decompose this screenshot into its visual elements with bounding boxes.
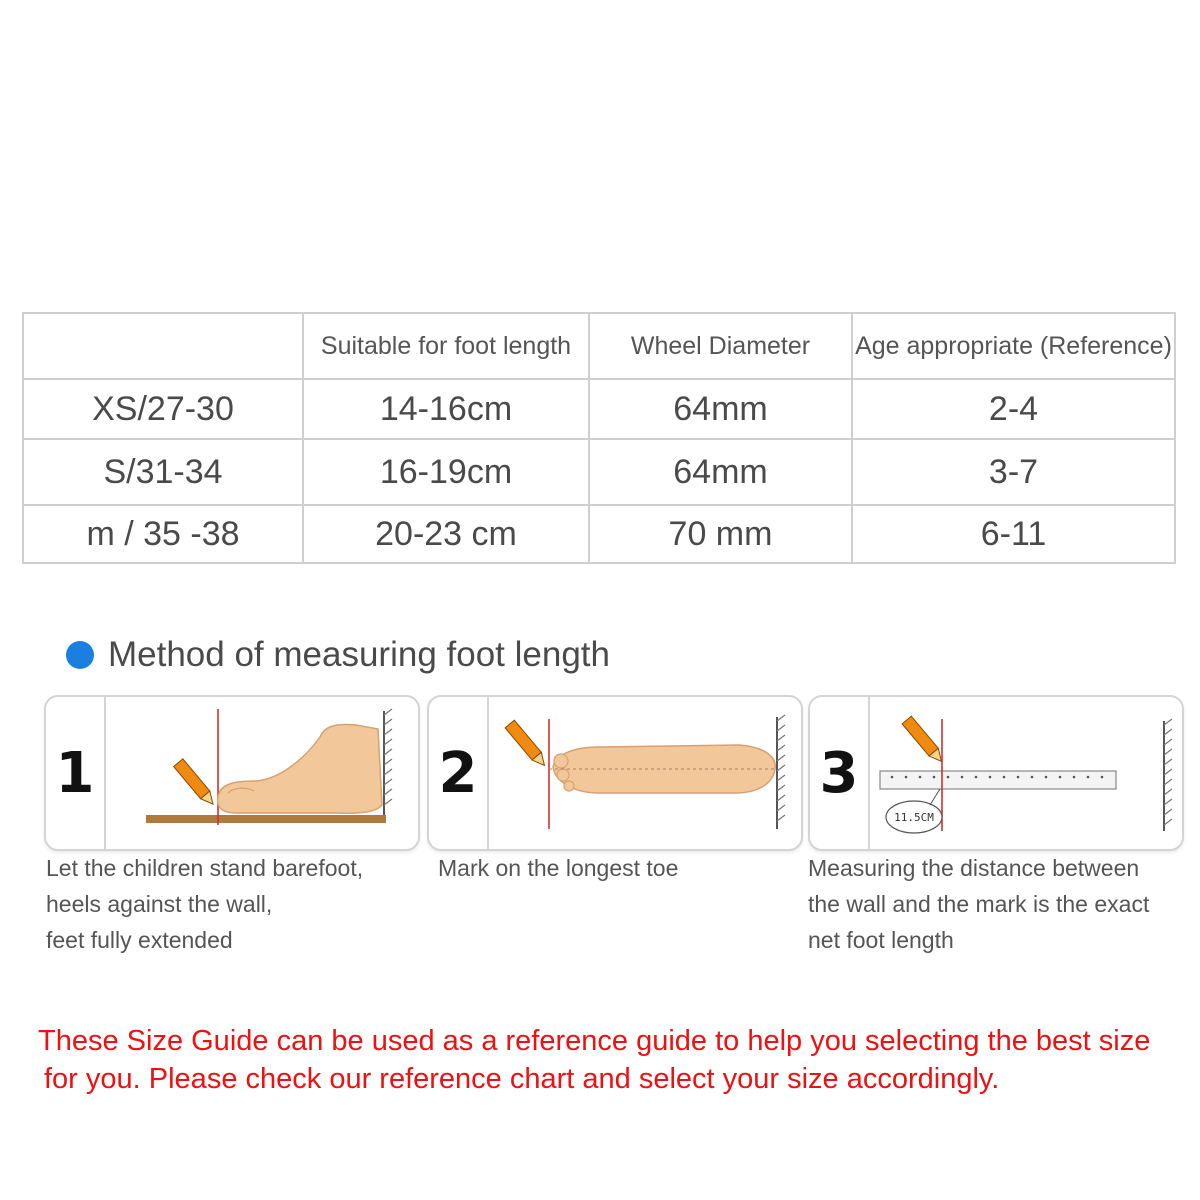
- step-number: 1: [46, 697, 106, 849]
- size-cell: m / 35 -38: [23, 505, 303, 563]
- caption-line: feet fully extended: [46, 927, 233, 953]
- table-header-row: [23, 313, 1175, 379]
- ruler-measure-illustration-icon: [870, 697, 1180, 849]
- bullet-dot-icon: [66, 641, 94, 669]
- note-line: These Size Guide can be used as a reference guide to help you selecting the best size: [38, 1025, 1151, 1057]
- foot-length-cell: 16-19cm: [303, 439, 589, 505]
- caption-line: Measuring the distance between: [808, 855, 1140, 881]
- caption-line: heels against the wall,: [46, 891, 273, 917]
- foot-standing-illustration-icon: [106, 697, 416, 849]
- table-row: [23, 379, 1175, 439]
- age-cell: 3-7: [852, 439, 1175, 505]
- foot-topview-illustration-icon: [489, 697, 799, 849]
- caption-line: Let the children stand barefoot,: [46, 855, 364, 881]
- size-guide-note: [38, 1022, 1150, 1098]
- age-cell: 6-11: [852, 505, 1175, 563]
- method-section-title: [66, 632, 610, 678]
- header-size: [23, 313, 303, 379]
- header-foot-length: Suitable for foot length: [303, 313, 589, 379]
- caption-line: Mark on the longest toe: [438, 855, 679, 881]
- foot-length-cell: 20-23 cm: [303, 505, 589, 563]
- wheel-cell: 64mm: [589, 379, 852, 439]
- table-row: [23, 505, 1175, 563]
- header-age: Age appropriate (Reference): [852, 313, 1175, 379]
- table-row: [23, 439, 1175, 505]
- size-cell: S/31-34: [23, 439, 303, 505]
- step-panel-1: [44, 695, 420, 851]
- step-number: 3: [810, 697, 870, 849]
- step-panel-3: [808, 695, 1184, 851]
- size-table: [22, 312, 1176, 564]
- size-cell: XS/27-30: [23, 379, 303, 439]
- foot-length-cell: 14-16cm: [303, 379, 589, 439]
- age-cell: 2-4: [852, 379, 1175, 439]
- caption-line: net foot length: [808, 927, 954, 953]
- method-title-text: Method of measuring foot length: [108, 635, 610, 674]
- step-1-caption: [46, 850, 363, 958]
- note-line: for you. Please check our reference chart and select your size accordingly.: [44, 1063, 1000, 1095]
- step-3-caption: [808, 850, 1149, 958]
- step-panel-2: [427, 695, 803, 851]
- step-number: 2: [429, 697, 489, 849]
- wheel-cell: 64mm: [589, 439, 852, 505]
- ruler-label: 11.5CM: [894, 811, 934, 824]
- header-wheel-diameter: Wheel Diameter: [589, 313, 852, 379]
- caption-line: the wall and the mark is the exact: [808, 891, 1150, 917]
- wheel-cell: 70 mm: [589, 505, 852, 563]
- step-2-caption: [438, 850, 678, 886]
